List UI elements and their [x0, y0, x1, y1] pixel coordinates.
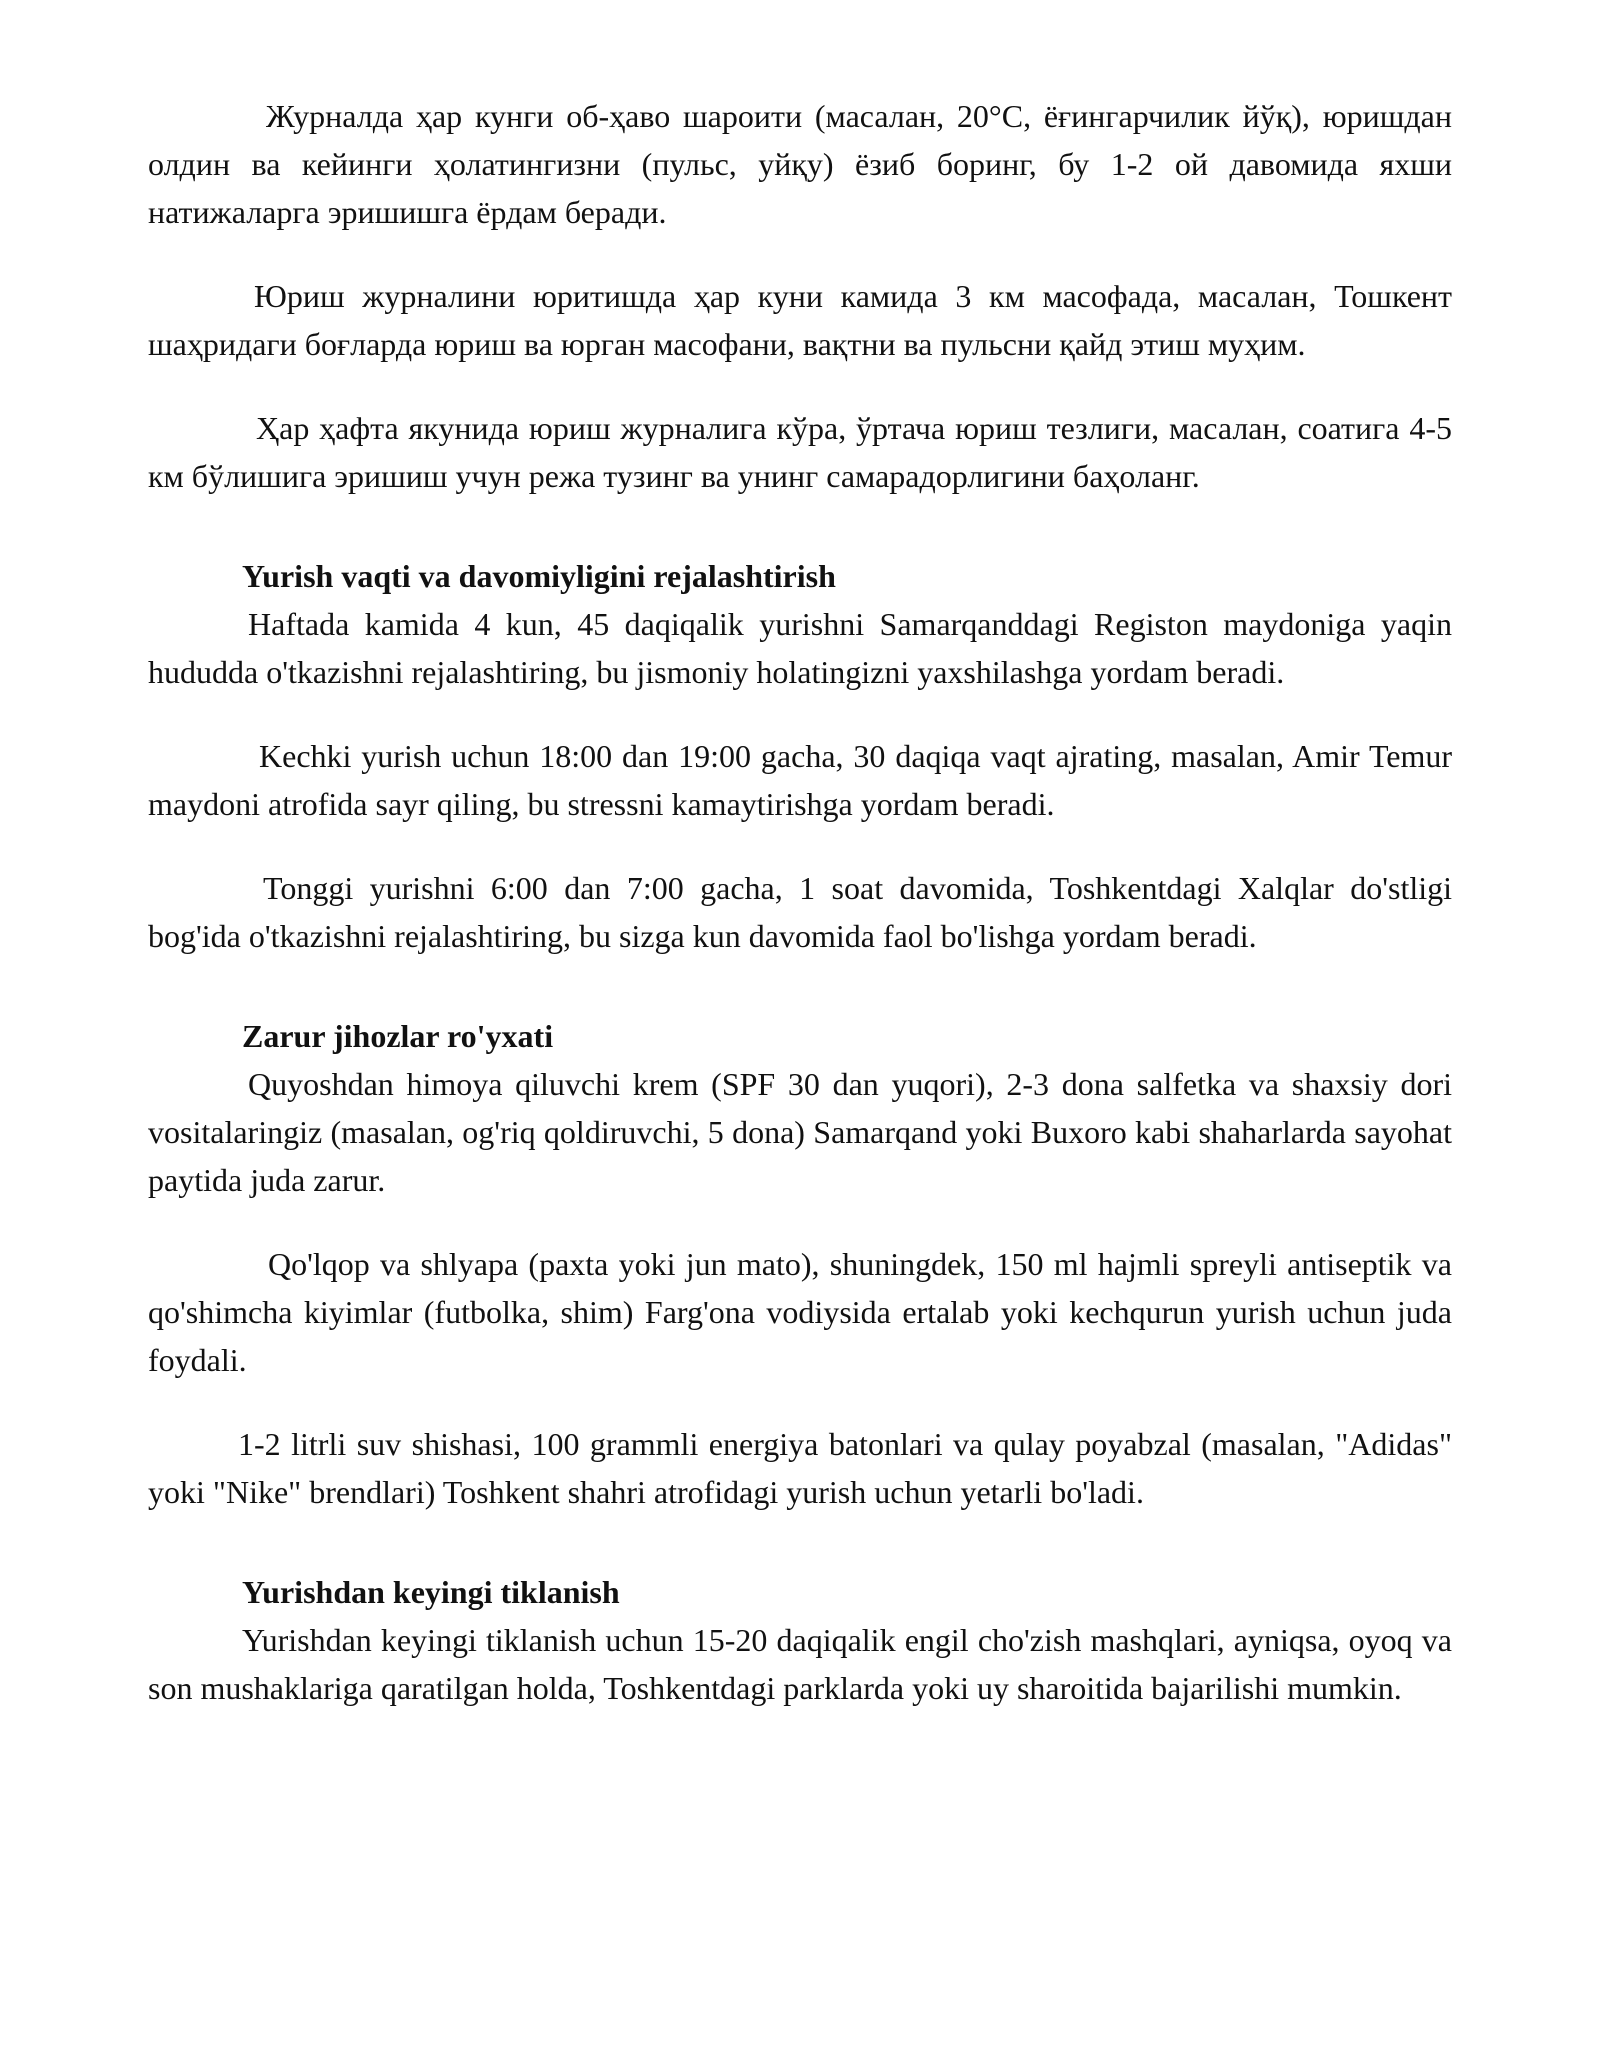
heading-equipment-list: Zarur jihozlar ro'yxati: [242, 1018, 554, 1054]
paragraph-stretching: Yurishdan keyingi tiklanish uchun 15-20 daqiqalik engil cho'zish mashqlari, ayniqsa, oyoq va son mushaklariga qaratilgan holda, Toshkentdagi parklarda yoki uy sharoitida bajarilishi mumkin.: [148, 1622, 1452, 1706]
paragraph-sun-protection: Quyoshdan himoya qiluvchi krem (SPF 30 dan yuqori), 2-3 dona salfetka va shaxsiy dori vositalaringiz (masalan, og'riq qoldiruvchi, 5 dona) Samarqand yoki Buxoro kabi shaharlarda sayohat paytida juda zarur.: [148, 1066, 1452, 1198]
paragraph-weekly-review: Ҳар ҳафта якунида юриш журналига кўра, ўртача юриш тезлиги, масалан, соатига 4-5 км бўлишига эришиш учун режа тузинг ва унинг самарадорлигини баҳоланг.: [148, 410, 1452, 494]
paragraph-gloves-hat: Qo'lqop va shlyapa (paxta yoki jun mato), shuningdek, 150 ml hajmli spreyli antiseptik va qo'shimcha kiyimlar (futbolka, shim) Farg'ona vodiysida ertalab yoki kechqurun yurish uchun juda foydali.: [148, 1246, 1452, 1378]
heading-recovery: Yurishdan keyingi tiklanish: [242, 1574, 620, 1610]
heading-walk-schedule: Yurish vaqti va davomiyligini rejalashtirish: [242, 558, 836, 594]
paragraph-walk-journal: Юриш журналини юритишда ҳар куни камида 3 км масофада, масалан, Тошкент шаҳридаги боғларда юриш ва юрган масофани, вақтни ва пульсни қайд этиш муҳим.: [148, 278, 1452, 362]
paragraph-evening-walk: Kechki yurish uchun 18:00 dan 19:00 gacha, 30 daqiqa vaqt ajrating, masalan, Amir Temur maydoni atrofida sayr qiling, bu stressni kamaytirishga yordam beradi.: [148, 738, 1452, 822]
paragraph-weather-journal: Журналда ҳар кунги об-ҳаво шароити (масалан, 20°C, ёғингарчилик йўқ), юришдан олдин ва кейинги ҳолатингизни (пульс, уйқу) ёзиб боринг, бу 1-2 ой давомида яхши натижаларга эришишга ёрдам беради.: [148, 98, 1452, 230]
paragraph-water-shoes: 1-2 litrli suv shishasi, 100 grammli energiya batonlari va qulay poyabzal (masalan, "Adidas" yoki "Nike" brendlari) Toshkent shahri atrofidagi yurish uchun yetarli bo'ladi.: [148, 1426, 1452, 1510]
paragraph-morning-walk: Tonggi yurishni 6:00 dan 7:00 gacha, 1 soat davomida, Toshkentdagi Xalqlar do'stligi bog'ida o'tkazishni rejalashtiring, bu sizga kun davomida faol bo'lishga yordam beradi.: [148, 870, 1452, 954]
document-page: [148, 92, 1452, 1712]
paragraph-weekly-walks: Haftada kamida 4 kun, 45 daqiqalik yurishni Samarqanddagi Registon maydoniga yaqin hududda o'tkazishni rejalashtiring, bu jismoniy holatingizni yaxshilashga yordam beradi.: [148, 606, 1452, 690]
